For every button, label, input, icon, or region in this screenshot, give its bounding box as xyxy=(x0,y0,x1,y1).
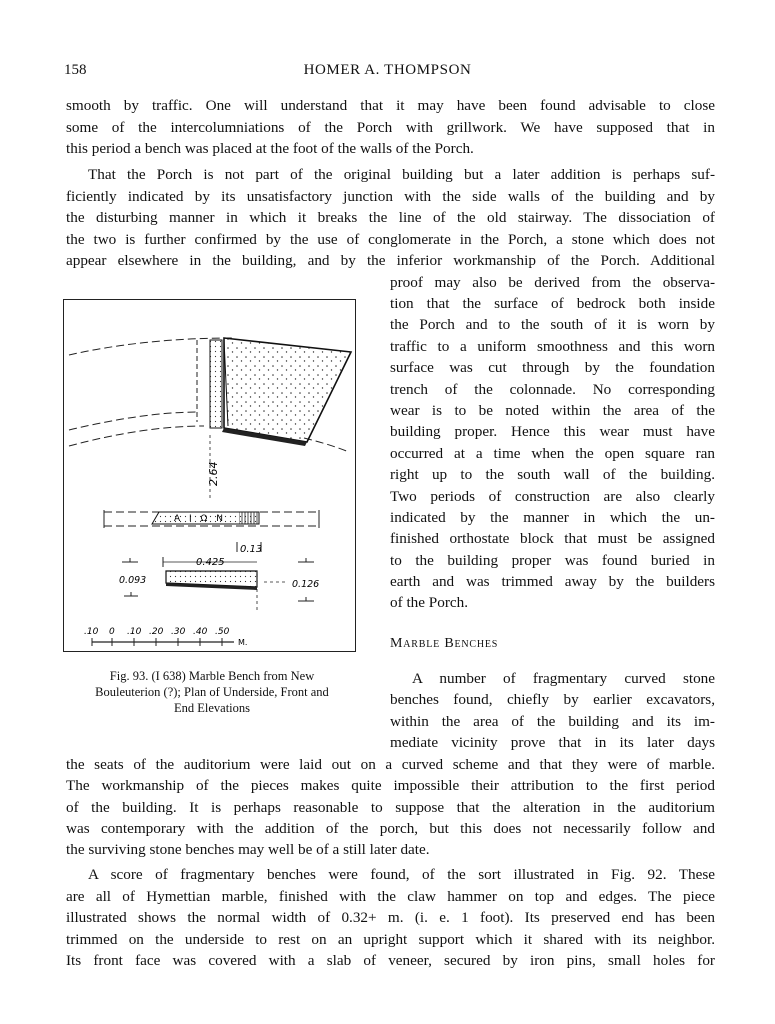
dim-0-425: 0.425 xyxy=(196,557,225,568)
bench-drawing xyxy=(64,300,355,651)
dim-0-13: 0.13 xyxy=(240,544,263,555)
figure-caption xyxy=(60,668,364,716)
text-line: surface was cut through by the foundation xyxy=(390,359,715,376)
caption-line: End Elevations xyxy=(173,701,251,715)
inscription: A I Ω N xyxy=(174,514,227,524)
dim-0-126: 0.126 xyxy=(292,579,320,590)
text-line: traffic to a uniform smoothness and this worn xyxy=(390,338,715,355)
scale-label: .40 xyxy=(193,627,208,637)
text-line: the surviving stone benches may well be of a still later date. xyxy=(66,841,430,858)
text-line: The workmanship of the pieces makes quite impossible their attribution to the first period xyxy=(66,777,715,794)
running-head: HOMER A. THOMPSON xyxy=(303,62,472,78)
text-line: this period a bench was placed at the foot of the walls of the Porch. xyxy=(66,140,474,157)
text-line: are all of Hymettian marble, finished with the claw hammer on top and edges. The piece xyxy=(66,888,715,905)
text-line: building proper. Hence this wear must have xyxy=(390,423,715,440)
arc-inner xyxy=(69,412,199,430)
text-line: of the building. It is perhaps reasonable to suppose that the alteration in the auditorium xyxy=(66,799,715,816)
text-line: wear is to be noted within the area of the xyxy=(390,402,715,419)
text-line: benches found, chiefly by earlier excavators, xyxy=(390,691,715,708)
text-line: illustrated shows the normal width of 0.32+ m. (i. e. 1 foot). Its preserved end has been xyxy=(66,909,715,926)
text-line: to the building proper was found buried in xyxy=(390,552,715,569)
dim-0-093: 0.093 xyxy=(119,575,147,586)
text-line: the two is further confirmed by the use of conglomerate in the Porch, a stone which does not xyxy=(66,231,715,248)
bench-plan xyxy=(224,338,351,442)
text-line: A score of fragmentary benches were found, of the sort illustrated in Fig. 92. These xyxy=(88,866,715,883)
text-line: right up to the south wall of the building. xyxy=(390,466,715,483)
scale-unit: M. xyxy=(238,638,248,647)
page-number: 158 xyxy=(64,62,87,78)
text-line: Two periods of construction are also clearly xyxy=(390,488,715,505)
text-line: the Porch and to the south of it is worn by xyxy=(390,316,715,333)
caption-line: Bouleuterion (?); Plan of Underside, Front and xyxy=(95,685,329,699)
scale-label: 0 xyxy=(109,627,115,637)
text-line: trench of the colonnade. No corresponding xyxy=(390,381,715,398)
text-line: proof may also be derived from the observa- xyxy=(390,274,715,291)
scale-label: .50 xyxy=(215,627,230,637)
text-line: some of the intercolumniations of the Porch with grillwork. We have supposed that in xyxy=(66,119,715,136)
scale-label: .30 xyxy=(171,627,186,637)
text-line: within the area of the building and its im- xyxy=(390,713,715,730)
text-line: of the Porch. xyxy=(390,594,469,611)
arc-right xyxy=(304,438,349,452)
text-line: trimmed on the underside to rest on an upright support which it shared with its neighbor. xyxy=(66,931,715,948)
scale-label: .10 xyxy=(84,627,99,637)
text-line: That the Porch is not part of the original building but a later addition is perhaps suf- xyxy=(88,166,715,183)
text-line: finished orthostate block that must be assigned xyxy=(390,530,715,547)
caption-line: Fig. 93. (I 638) Marble Bench from New xyxy=(109,669,315,683)
text-line: indicated by the manner in which the un- xyxy=(390,509,715,526)
text-line: the disturbing manner in which it breaks the line of the old stairway. The dissociation of xyxy=(66,209,715,226)
text-line: was contemporary with the addition of the porch, but this does not necessarily follow and xyxy=(66,820,715,837)
text-line: ficiently indicated by its unsatisfactory junction with the side walls of the building and by xyxy=(66,188,715,205)
figure-frame xyxy=(63,299,356,652)
text-line: smooth by traffic. One will understand that it may have been found advisable to close xyxy=(66,97,715,114)
dim-2-64: 2.64 xyxy=(207,461,220,486)
text-line: mediate vicinity prove that in its later days xyxy=(390,734,715,751)
text-line: Its front face was covered with a slab of veneer, secured by iron pins, small holes for xyxy=(66,952,715,969)
text-line: occurred at a time when the open square ran xyxy=(390,445,715,462)
arc-outer xyxy=(69,338,234,355)
scale-label: .20 xyxy=(149,627,164,637)
text-line: appear elsewhere in the building, and by the inferior workmanship of the Porch. Additional xyxy=(66,252,715,269)
section-heading: Marble Benches xyxy=(390,636,499,651)
scale-label: .10 xyxy=(127,627,142,637)
text-line: tion that the surface of bedrock both inside xyxy=(390,295,715,312)
arc-inner2 xyxy=(69,426,204,446)
text-line: earth and was trimmed away by the builders xyxy=(390,573,715,590)
text-line: A number of fragmentary curved stone xyxy=(412,670,715,687)
text-line: the seats of the auditorium were laid out on a curved scheme and that they were of marble. xyxy=(66,756,715,773)
